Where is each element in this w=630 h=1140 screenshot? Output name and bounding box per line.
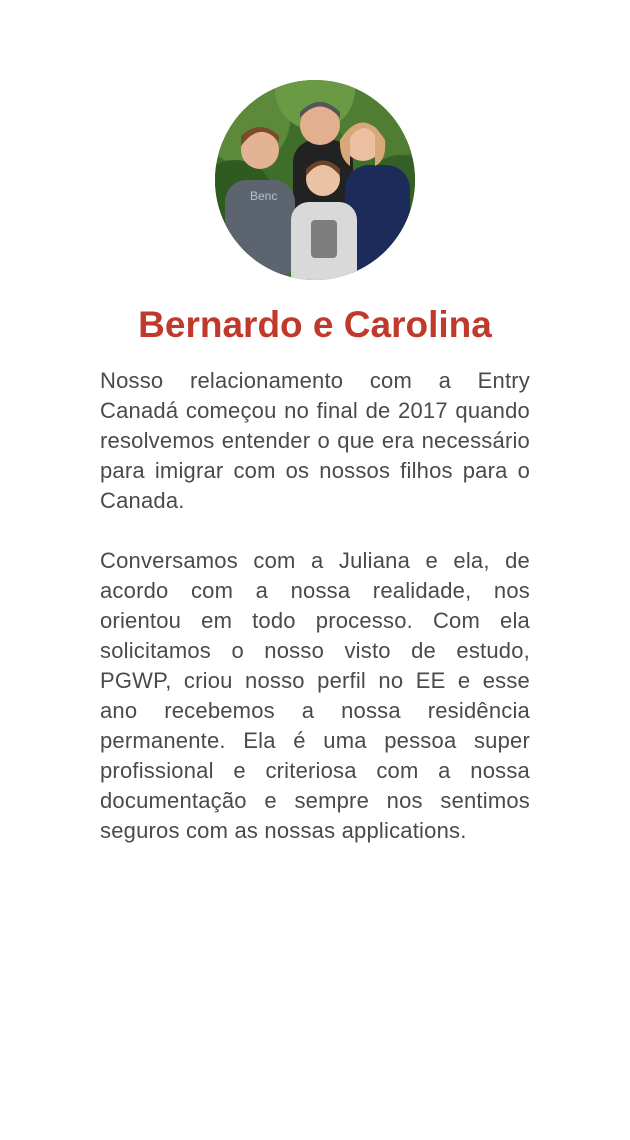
testimonial-paragraph: Conversamos com a Juliana e ela, de acordo com a nossa realidade, nos orientou em todo processo. Com ela solicitamos o nosso visto de estudo, PGWP, criou nosso perfil no EE e esse ano recebemos a nossa residência permanente. Ela é uma pessoa super profissional e criteriosa com a nossa documentação e sempre nos sentimos seguros com as nossas applications. [100, 548, 530, 843]
svg-text:Benc: Benc [250, 189, 278, 203]
testimonial-text [100, 366, 530, 876]
family-photo [215, 80, 415, 280]
testimonial-paragraph: Nosso relacionamento com a Entry Canadá começou no final de 2017 quando resolvemos entender o que era necessário para imigrar com os nossos filhos para o Canada. [100, 368, 530, 513]
family-photo-illustration [215, 80, 415, 280]
testimonial-name: Bernardo e Carolina [138, 304, 492, 345]
